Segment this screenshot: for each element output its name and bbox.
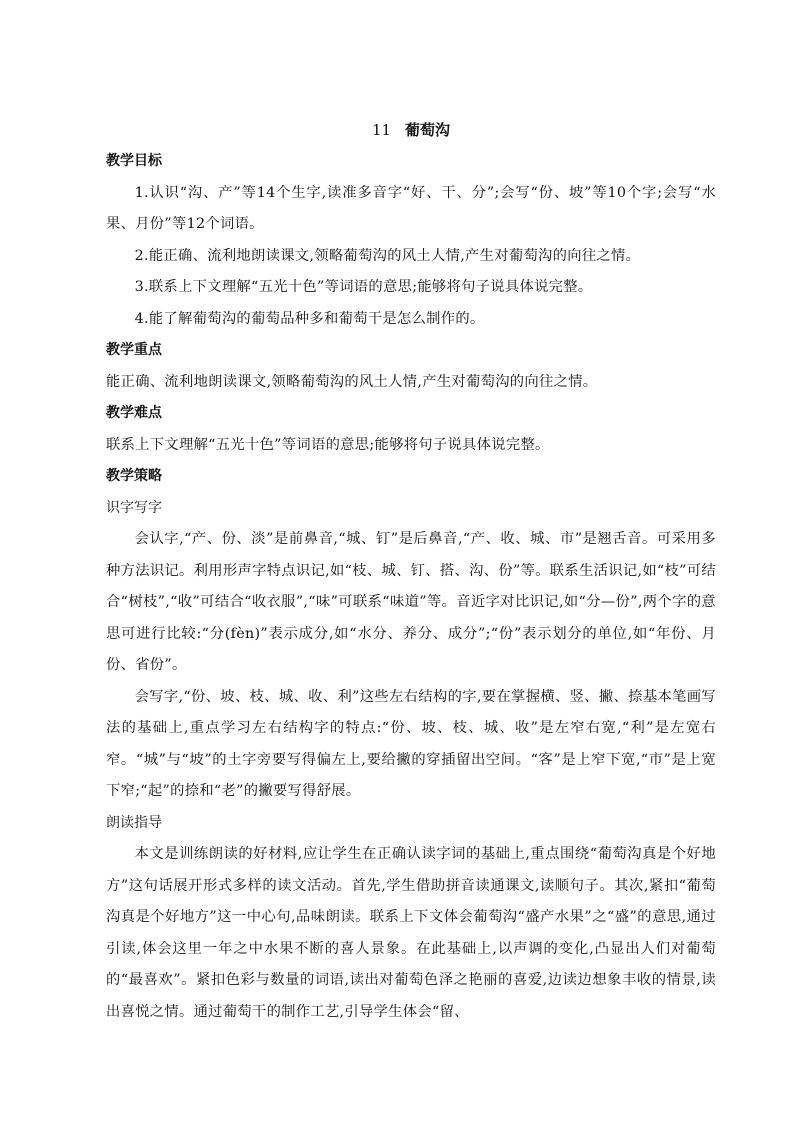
key-text: 能正确、流利地朗读课文,领略葡萄沟的风土人情,产生对葡萄沟的向往之情。: [106, 373, 598, 390]
difficulty-text: 联系上下文理解“五光十色”等词语的意思;能够将句子说具体说完整。: [106, 436, 550, 453]
difficulty-heading: 教学难点: [106, 405, 162, 421]
title-text: 葡萄沟: [405, 121, 451, 139]
title-number: 11: [371, 121, 392, 139]
literacy-subheading: 识字写字: [106, 499, 162, 516]
goal-item-1: 1.认识“沟、产”等14个生字,读准多音字“好、干、分”;会写“份、坡”等10个字;会写“水果、月份”等12个词语。: [106, 184, 716, 232]
key-heading: 教学重点: [106, 342, 162, 358]
goal-item-3: 3.联系上下文理解“五光十色”等词语的意思;能够将句子说具体说完整。: [134, 279, 593, 295]
literacy-paragraph-2: 会写字,“份、坡、枝、城、收、利”这些左右结构的字,要在掌握横、竖、撇、捺基本笔画写法的基础上,重点学习左右结构字的特点:“份、坡、枝、城、收”是左窄右宽,“利”是左宽右窄。“城”与“坡”的土字旁要写得偏左上,要给撇的穿插留出空间。“客”是上窄下宽,“市”是上宽下窄;“起”的捺和“老”的撇要写得舒展。: [106, 688, 716, 799]
literacy-paragraph-1: 会认字,“产、份、淡”是前鼻音,“城、钉”是后鼻音,“产、收、城、市”是翘舌音。可采用多种方法识记。利用形声字特点识记,如“枝、城、钉、搭、沟、份”等。联系生活识记,如“枝”可结合“树枝”,“收”可结合“收衣服”,“味”可联系“味道”等。音近字对比识记,如“分—份”,两个字的意思可进行比较:“分(fèn)”表示成分,如“水分、养分、成分”;“份”表示划分的单位,如“年份、月份、省份”。: [106, 531, 716, 673]
goal-item-4: 4.能了解葡萄沟的葡萄品种多和葡萄干是怎么制作的。: [134, 310, 485, 327]
reading-paragraph-1: 本文是训练朗读的好材料,应让学生在正确认读字词的基础上,重点围绕“葡萄沟真是个好地方”这句话展开形式多样的读文活动。首先,学生借助拼音读通课文,读顺句子。其次,紧扣“葡萄沟真是个好地方”这一中心句,品味朗读。联系上下文体会葡萄沟“盛产水果”之“盛”的意思,通过引读,体会这里一年之中水果不断的喜人景象。在此基础上,以声调的变化,凸显出人们对葡萄的“最喜欢”。紧扣色彩与数量的词语,读出对葡萄色泽之艳丽的喜爱,边读边想象丰收的情景,读出喜悦之情。通过葡萄干的制作工艺,引导学生体会“留、: [106, 846, 716, 1020]
page-title: [106, 116, 716, 144]
goal-item-2: 2.能正确、流利地朗读课文,领略葡萄沟的风土人情,产生对葡萄沟的向往之情。: [134, 247, 641, 264]
strategy-heading: 教学策略: [106, 468, 162, 484]
reading-subheading: 朗读指导: [106, 814, 162, 831]
document-page: [106, 116, 716, 1028]
goals-heading: 教学目标: [106, 153, 162, 169]
